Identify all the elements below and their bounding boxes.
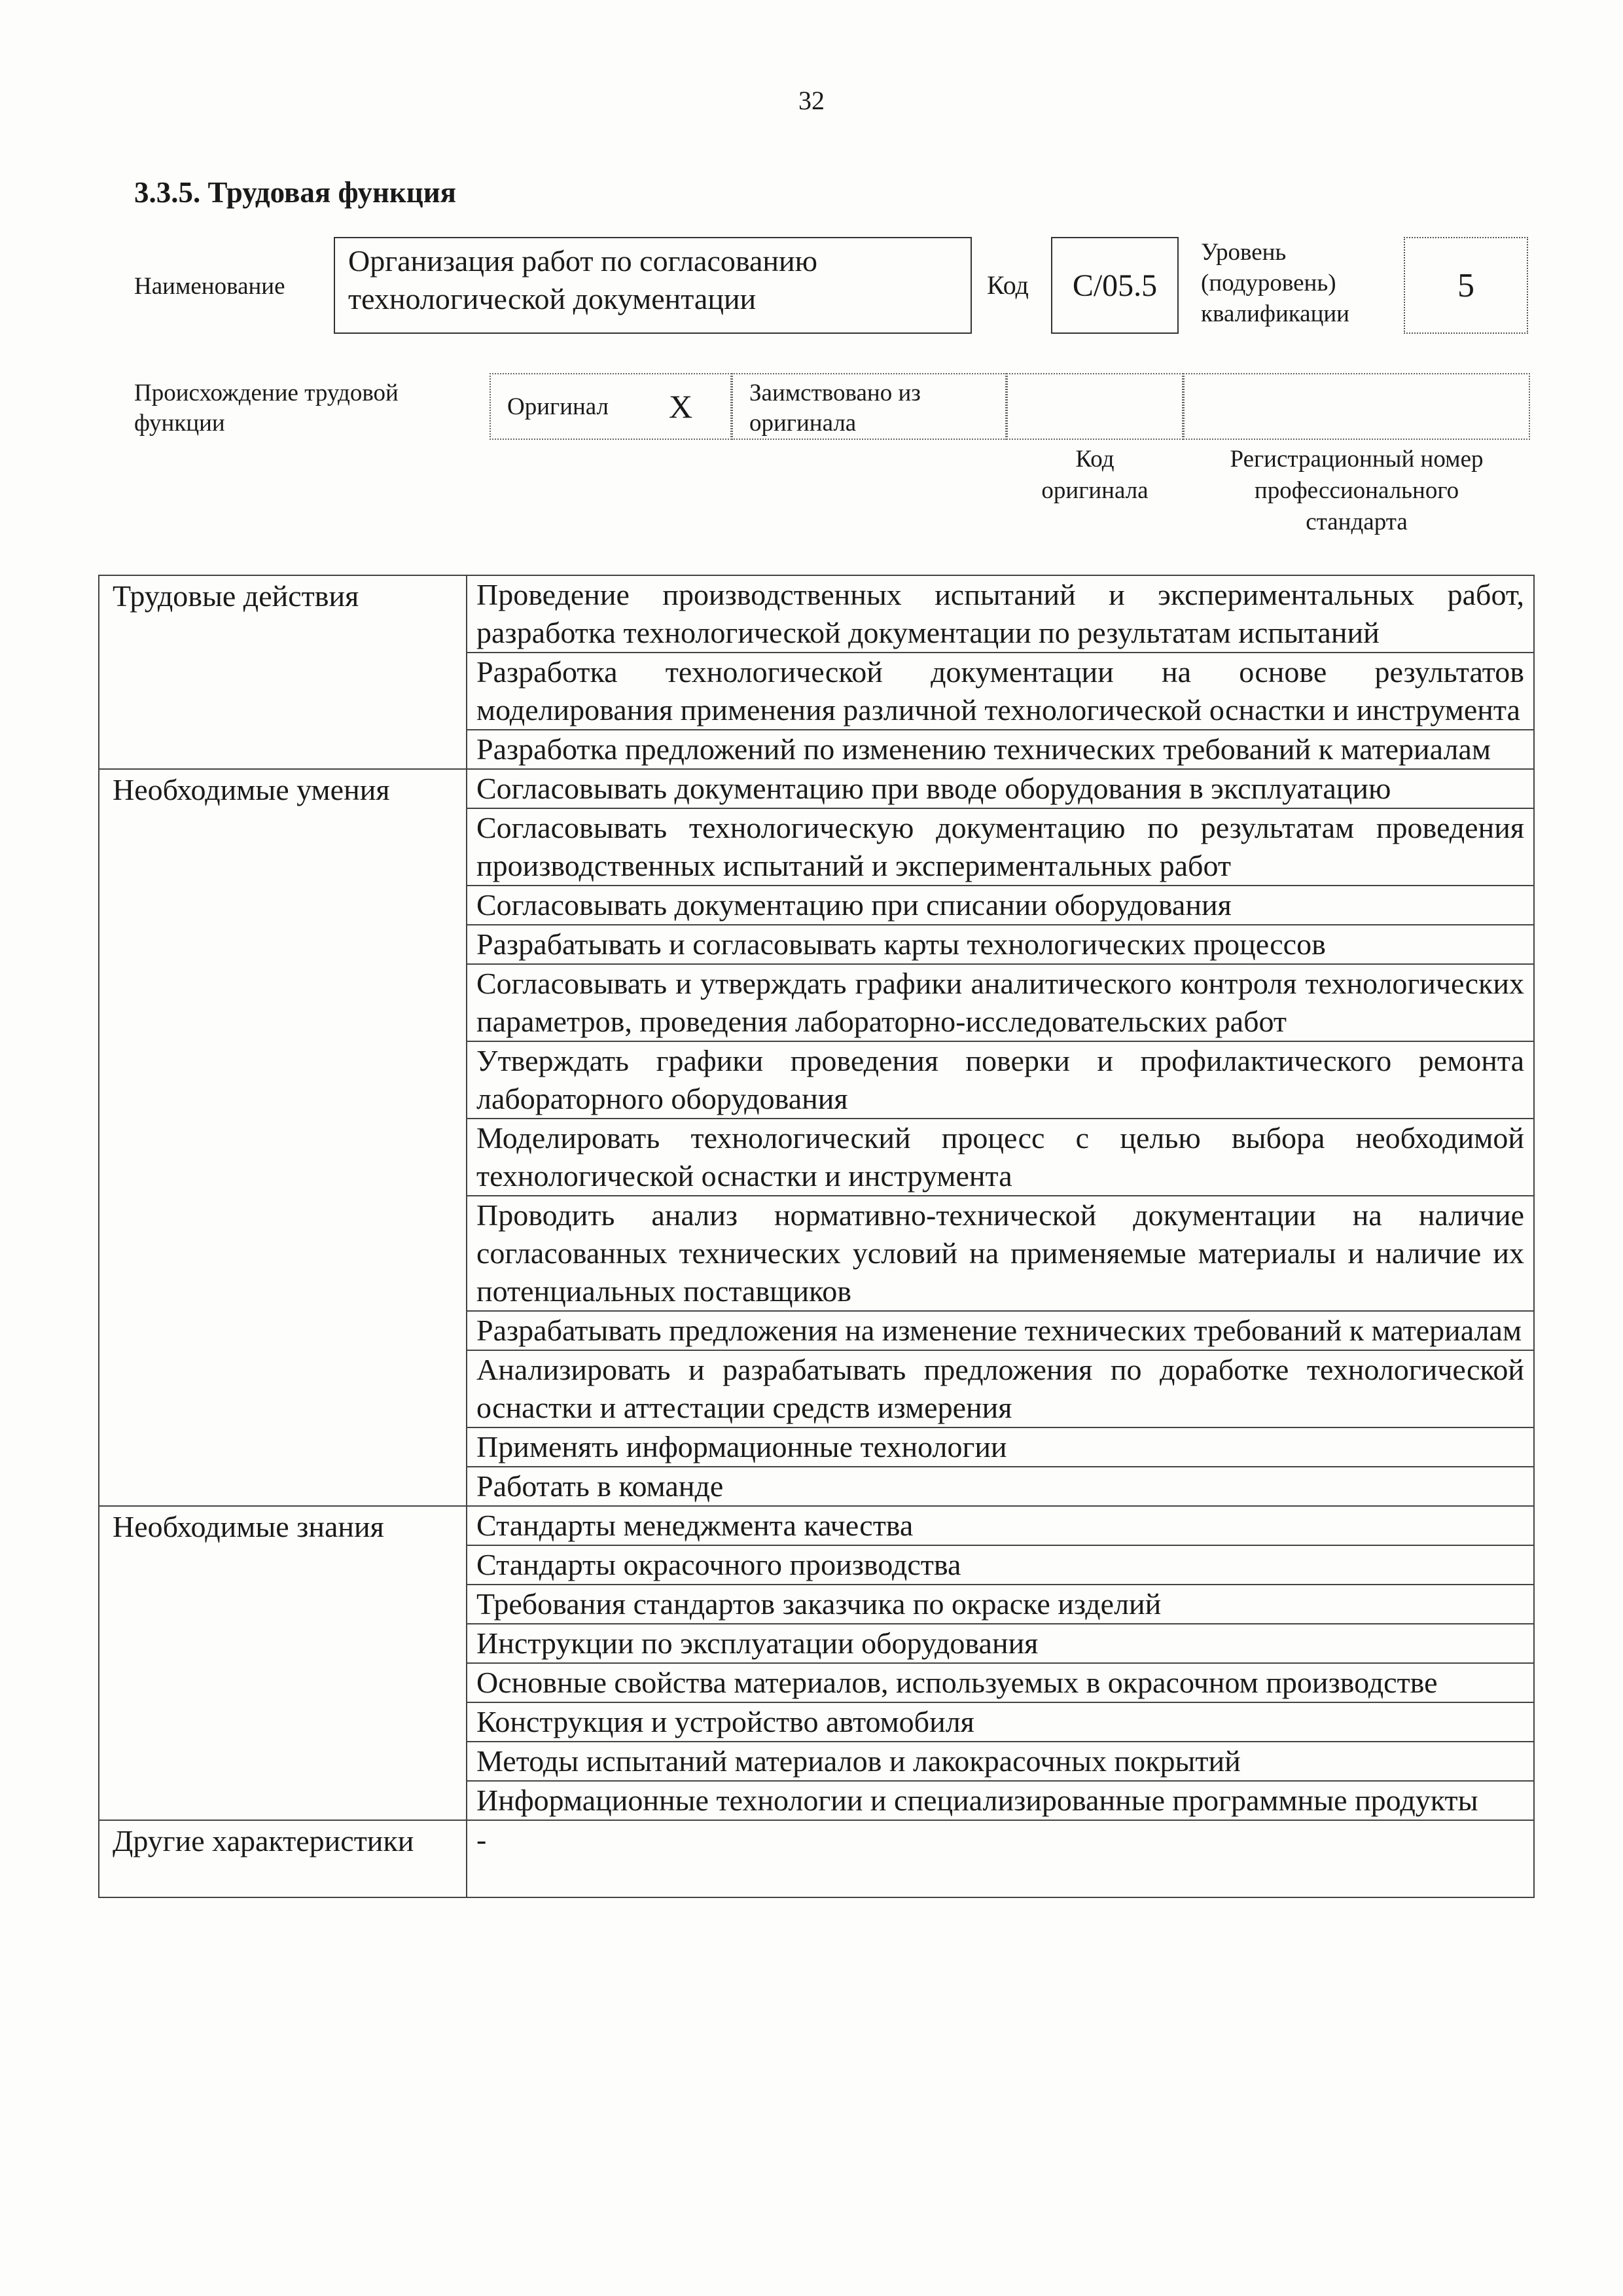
code-original-cell [1007, 373, 1183, 440]
code-original-caption [1007, 444, 1183, 507]
original-cell [490, 373, 732, 440]
origin-label-line2: функции [134, 410, 225, 437]
table-cell: Анализировать и разрабатывать предложения по доработке технологической оснастки и аттестации средств измерения [467, 1350, 1534, 1427]
other-header: Другие характеристики [99, 1820, 467, 1897]
other-value: - [467, 1820, 1534, 1897]
code-original-caption-line1: Код [1075, 446, 1115, 473]
table-cell: Разработка предложений по изменению технических требований к материалам [467, 730, 1534, 769]
reg-number-cell [1183, 373, 1530, 440]
table-row [99, 575, 1534, 653]
table-cell: Моделировать технологический процесс с целью выбора необходимой технологической оснастки и инструмента [467, 1119, 1534, 1196]
borrowed-label-line1: Заимствовано из [749, 380, 921, 406]
level-label-line2: (подуровень) [1201, 270, 1336, 296]
reg-number-caption-line3: стандарта [1306, 509, 1408, 535]
page-number: 32 [798, 86, 825, 115]
table-cell: Утверждать графики проведения поверки и профилактического ремонта лабораторного оборудования [467, 1041, 1534, 1119]
reg-number-caption-line1: Регистрационный номер [1230, 446, 1484, 473]
table-cell: Конструкция и устройство автомобиля [467, 1702, 1534, 1742]
name-label: Наименование [134, 273, 285, 300]
function-table [98, 575, 1535, 1898]
borrowed-label-line2: оригинала [749, 410, 857, 437]
code-value: С/05.5 [1051, 237, 1179, 334]
level-label-line1: Уровень [1201, 239, 1287, 266]
table-cell: Согласовывать документацию при списании оборудования [467, 886, 1534, 925]
table-cell: Проведение производственных испытаний и экспериментальных работ, разработка технологической документации по результатам испытаний [467, 575, 1534, 653]
table-cell: Работать в команде [467, 1467, 1534, 1506]
table-cell: Стандарты окрасочного производства [467, 1545, 1534, 1585]
table-cell: Согласовывать и утверждать графики аналитического контроля технологических параметров, проведения лабораторно-исследовательских работ [467, 964, 1534, 1041]
table-cell: Основные свойства материалов, используемых в окрасочном производстве [467, 1663, 1534, 1702]
table-cell: Стандарты менеджмента качества [467, 1506, 1534, 1545]
borrowed-label [749, 378, 921, 439]
knowledge-header: Необходимые знания [99, 1506, 467, 1820]
original-mark: X [669, 388, 693, 425]
origin-label [134, 378, 399, 439]
name-value-line1: Организация работ по согласованию [348, 244, 818, 278]
table-row [99, 1506, 1534, 1545]
original-label: Оригинал [507, 393, 609, 420]
table-cell: Методы испытаний материалов и лакокрасочных покрытий [467, 1742, 1534, 1781]
table-row [99, 769, 1534, 808]
code-original-caption-line2: оригинала [1041, 477, 1149, 504]
table-cell: Разрабатывать предложения на изменение технических требований к материалам [467, 1311, 1534, 1350]
section-title: 3.3.5. Трудовая функция [134, 176, 457, 209]
code-label: Код [987, 270, 1029, 300]
table-cell: Разрабатывать и согласовывать карты технологических процессов [467, 925, 1534, 964]
level-value: 5 [1404, 237, 1528, 334]
table-cell: Проводить анализ нормативно-технической документации на наличие согласованных технических условий на применяемые материалы и наличие их потенциальных поставщиков [467, 1196, 1534, 1311]
table-cell: Информационные технологии и специализированные программные продукты [467, 1781, 1534, 1820]
origin-row [490, 373, 1530, 440]
table-row [99, 1820, 1534, 1897]
name-value-line2: технологической документации [348, 282, 757, 315]
level-label [1201, 237, 1349, 329]
level-label-line3: квалификации [1201, 300, 1349, 327]
skills-header: Необходимые умения [99, 769, 467, 1506]
reg-number-caption-line2: профессионального [1254, 477, 1459, 504]
table-cell: Согласовывать технологическую документацию по результатам проведения производственных испытаний и экспериментальных работ [467, 808, 1534, 886]
origin-label-line1: Происхождение трудовой [134, 380, 399, 406]
name-value-box [334, 237, 972, 334]
labor-actions-header: Трудовые действия [99, 575, 467, 769]
table-cell: Разработка технологической документации на основе результатов моделирования применения различной технологической оснастки и инструмента [467, 653, 1534, 730]
borrowed-cell [732, 373, 1007, 440]
table-cell: Требования стандартов заказчика по окраске изделий [467, 1585, 1534, 1624]
reg-number-caption [1183, 444, 1530, 538]
table-cell: Инструкции по эксплуатации оборудования [467, 1624, 1534, 1663]
table-cell: Согласовывать документацию при вводе оборудования в эксплуатацию [467, 769, 1534, 808]
table-cell: Применять информационные технологии [467, 1427, 1534, 1467]
